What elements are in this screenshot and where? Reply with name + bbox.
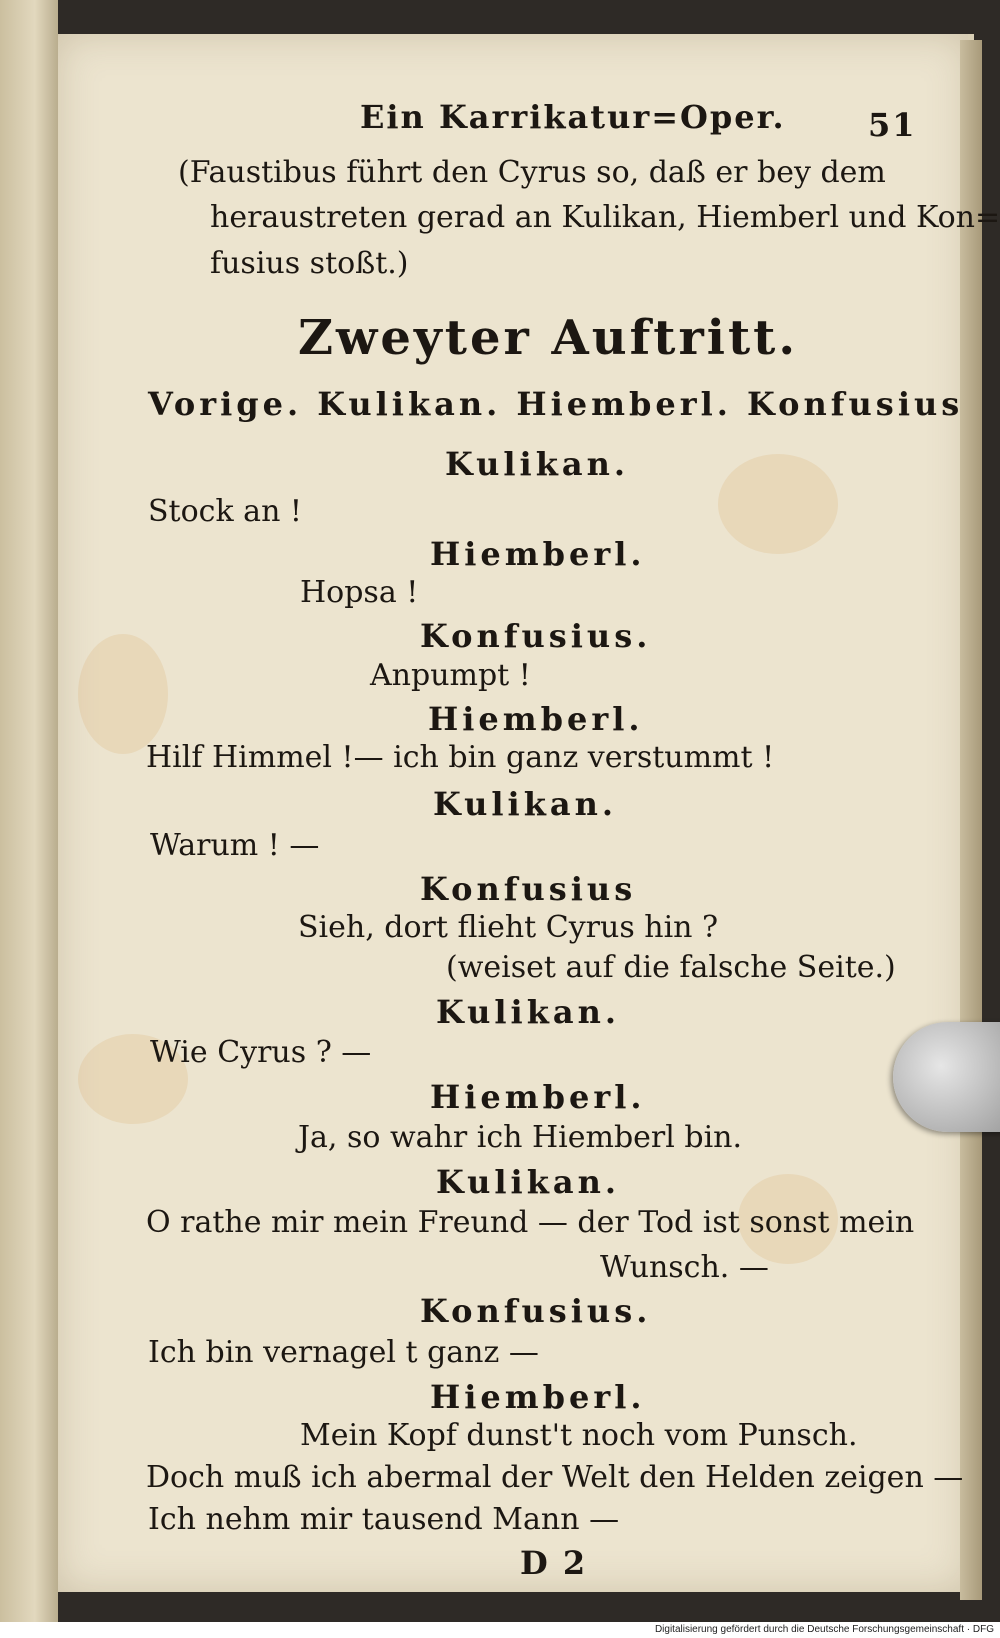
stage-direction-line: fusius stoßt.): [210, 246, 409, 281]
speaker-name: Kulikan.: [433, 785, 617, 823]
digitization-footer: [0, 1622, 1000, 1638]
dialogue-line: Hilf Himmel !— ich bin ganz verstummt !: [146, 740, 775, 775]
dialogue-line: O rathe mir mein Freund — der Tod ist sonst mein: [146, 1205, 915, 1240]
dialogue-line: Stock an !: [148, 494, 302, 529]
dialogue-line: Wie Cyrus ? —: [150, 1035, 372, 1070]
speaker-name: Hiemberl.: [428, 700, 644, 738]
speaker-name: Konfusius.: [420, 1292, 652, 1330]
cast-list: Vorige. Kulikan. Hiemberl. Konfusius: [148, 385, 964, 423]
dialogue-line: Doch muß ich abermal der Welt den Helden zeigen —: [146, 1460, 964, 1495]
footer-text: Digitalisierung gefördert durch die Deutsche Forschungsgemeinschaft · DFG: [654, 1624, 994, 1635]
running-head: Ein Karrikatur=Oper.: [360, 98, 786, 136]
speaker-name: Kulikan.: [436, 993, 620, 1031]
stage-direction-line: heraustreten gerad an Kulikan, Hiemberl und Kon=: [210, 200, 1000, 235]
left-page-edge: [0, 0, 58, 1625]
dialogue-line: Wunsch. —: [600, 1250, 769, 1285]
signature-mark: D 2: [520, 1544, 588, 1582]
page-number: 51: [868, 106, 917, 144]
paper-stain: [78, 634, 168, 754]
speaker-name: Hiemberl.: [430, 1078, 646, 1116]
speaker-name: Hiemberl.: [430, 535, 646, 573]
book-clip: [893, 1022, 1000, 1132]
dialogue-line: Mein Kopf dunst't noch vom Punsch.: [300, 1418, 858, 1453]
scene-title: Zweyter Auftritt.: [298, 310, 799, 366]
stage-direction-line: (Faustibus führt den Cyrus so, daß er bey dem: [178, 155, 886, 190]
dialogue-line: Ich bin vernagel t ganz —: [148, 1335, 539, 1370]
speaker-name: Hiemberl.: [430, 1378, 646, 1416]
dialogue-line: Warum ! —: [150, 828, 320, 863]
paper-stain: [718, 454, 838, 554]
page-edge: [960, 40, 982, 1600]
stage-direction-line: (weiset auf die falsche Seite.): [446, 950, 896, 985]
dialogue-line: Anpumpt !: [370, 658, 531, 693]
dialogue-line: Hopsa !: [300, 575, 419, 610]
speaker-name: Konfusius: [420, 870, 637, 908]
dialogue-line: Ich nehm mir tausend Mann —: [148, 1502, 620, 1537]
speaker-name: Kulikan.: [436, 1163, 620, 1201]
speaker-name: Konfusius.: [420, 617, 652, 655]
dialogue-line: Ja, so wahr ich Hiemberl bin.: [298, 1120, 743, 1155]
dialogue-line: Sieh, dort flieht Cyrus hin ?: [298, 910, 719, 945]
speaker-name: Kulikan.: [445, 445, 629, 483]
